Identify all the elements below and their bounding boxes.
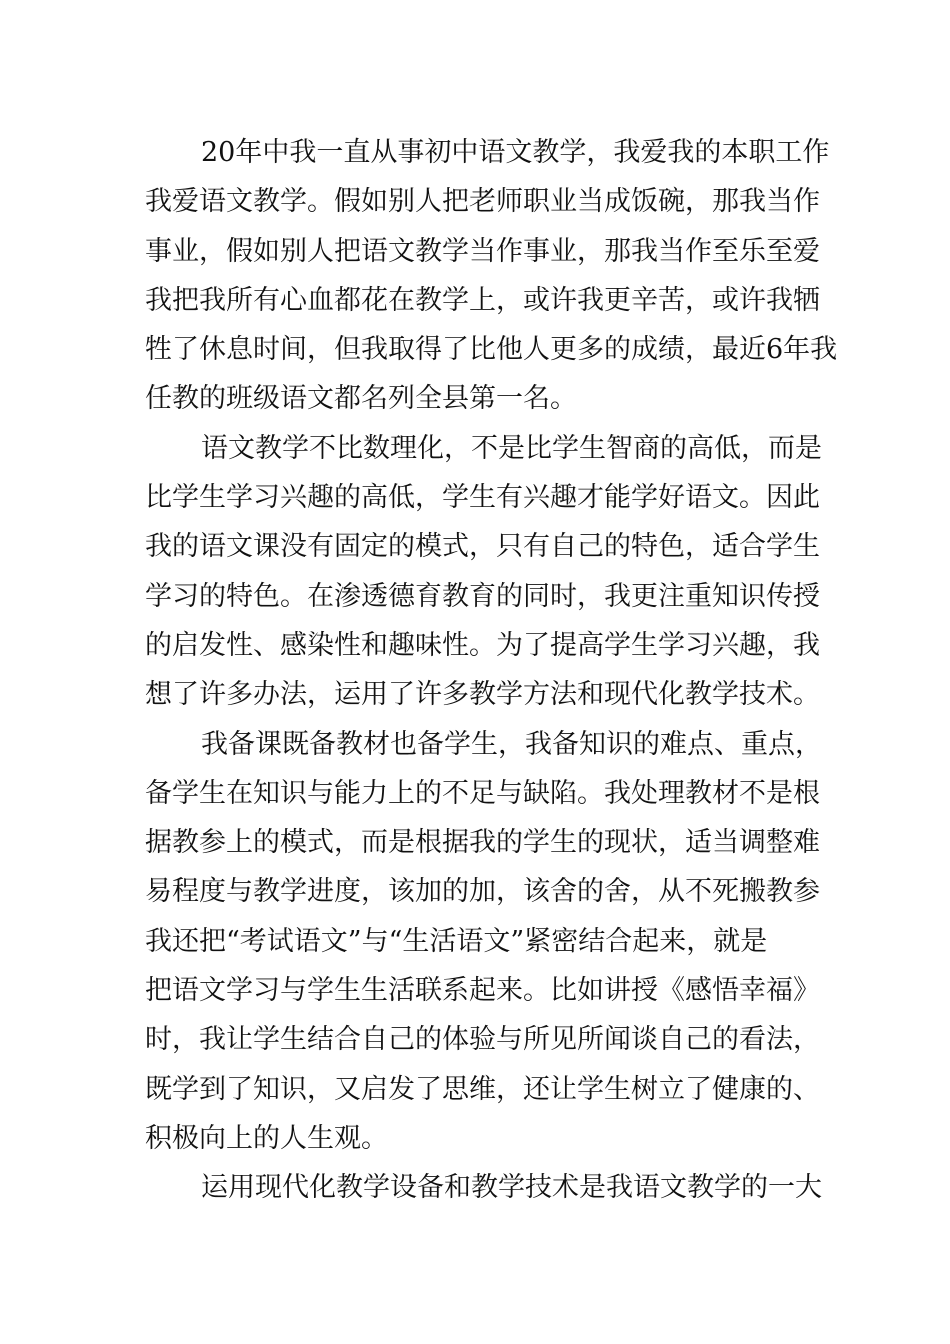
text-line: 易程度与教学进度，该加的加，该舍的舍，从不死搬教参 <box>145 876 820 908</box>
text-line: 积极向上的人生观。 <box>145 1122 388 1154</box>
text-line: 我还把“考试语文”与“生活语文”紧密结合起来，就是 <box>145 925 768 957</box>
paragraph-4 <box>145 1163 822 1212</box>
text-line: 任教的班级语文都名列全县第一名。 <box>145 383 577 415</box>
text-line: 备学生在知识与能力上的不足与缺陷。我处理教材不是根 <box>145 777 820 809</box>
text-line: 学习的特色。在渗透德育教育的同时，我更注重知识传授 <box>145 580 820 612</box>
text-line: 把语文学习与学生生活联系起来。比如讲授《感悟幸福》 <box>145 975 820 1007</box>
text-line: 牲了休息时间，但我取得了比他人更多的成绩，最近6年我 <box>145 334 838 366</box>
text-line: 我的语文课没有固定的模式，只有自己的特色，适合学生 <box>145 531 820 563</box>
text-line: 语文教学不比数理化，不是比学生智商的高低，而是 <box>201 432 822 464</box>
paragraph-2 <box>145 424 822 720</box>
text-line: 的启发性、感染性和趣味性。为了提高学生学习兴趣，我 <box>145 629 820 661</box>
text-line: 我爱语文教学。假如别人把老师职业当成饭碗，那我当作 <box>145 186 820 218</box>
text-line: 我把我所有心血都花在教学上，或许我更辛苦，或许我牺 <box>145 284 820 316</box>
text-line: 既学到了知识，又启发了思维，还让学生树立了健康的、 <box>145 1073 820 1105</box>
text-line: 20年中我一直从事初中语文教学，我爱我的本职工作 <box>201 137 830 168</box>
text-line: 运用现代化教学设备和教学技术是我语文教学的一大 <box>201 1172 822 1204</box>
text-line: 想了许多办法，运用了许多教学方法和现代化教学技术。 <box>145 679 820 711</box>
body-text <box>145 128 838 1213</box>
text-line: 比学生学习兴趣的高低，学生有兴趣才能学好语文。因此 <box>145 482 820 514</box>
text-line: 我备课既备教材也备学生，我备知识的难点、重点， <box>201 728 822 760</box>
text-line: 事业，假如别人把语文教学当作事业，那我当作至乐至爱 <box>145 235 820 267</box>
paragraph-1 <box>145 128 838 424</box>
paragraph-3 <box>145 720 822 1164</box>
text-line: 时，我让学生结合自己的体验与所见所闻谈自己的看法， <box>145 1024 820 1056</box>
text-line: 据教参上的模式，而是根据我的学生的现状，适当调整难 <box>145 827 820 859</box>
